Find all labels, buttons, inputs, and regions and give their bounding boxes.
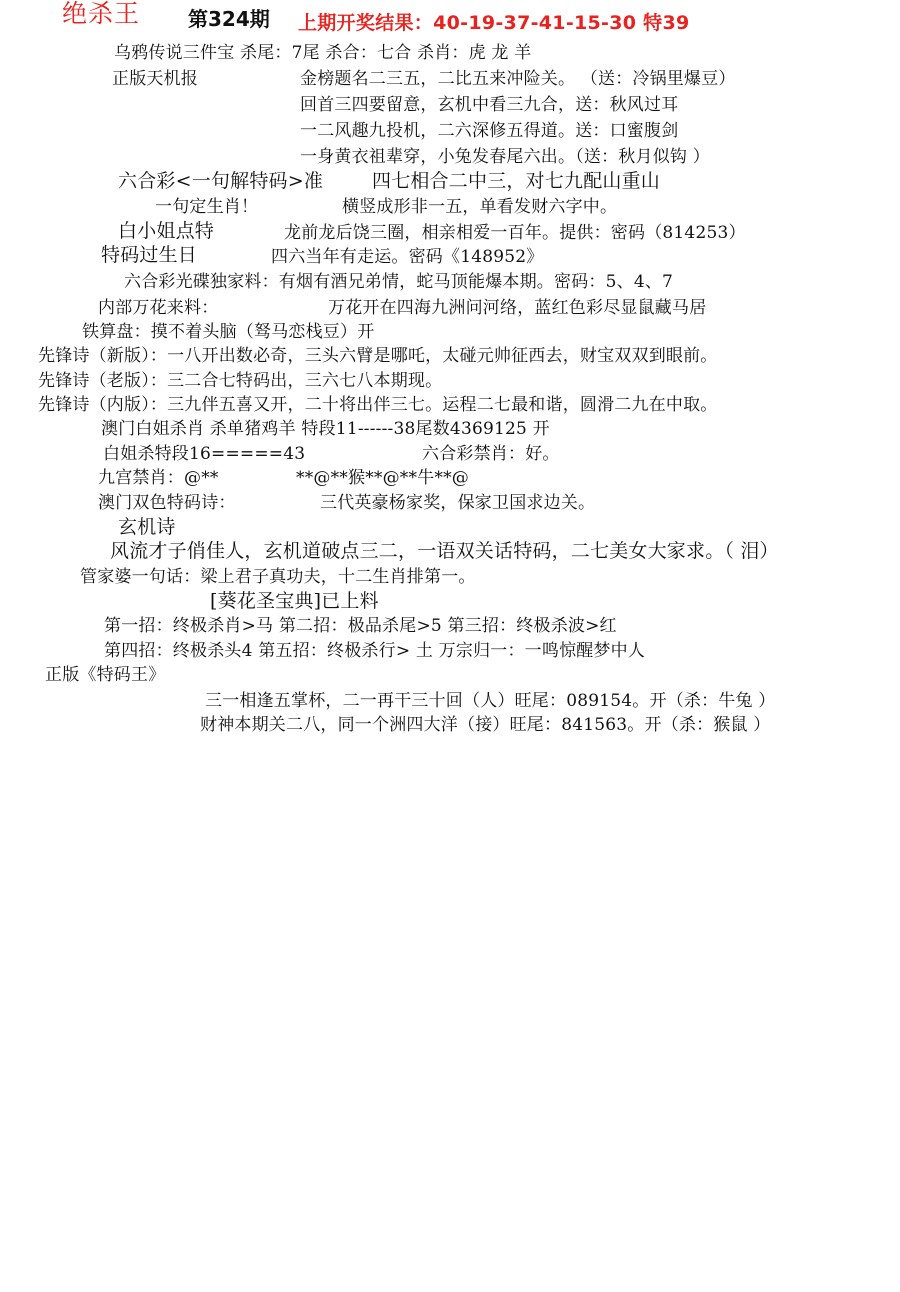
line-forbidden-zodiac: 六合彩禁肖：好。 <box>422 444 560 464</box>
line-tema-king-verse-1: 三一相逢五掌杯，二一再干三十回（人）旺尾：089154。开（杀：牛兔 ） <box>205 691 776 711</box>
line-cd-exclusive: 六合彩光碟独家料：有烟有酒兄弟情，蛇马顶能爆本期。密码：5、4、7 <box>124 272 674 292</box>
line-moves-4-5: 第四招：终极杀头4 第五招：终极杀行> 土 万宗归一：一鸣惊醒梦中人 <box>104 641 646 661</box>
line-tianji-verse-3: 一二风趣九投机，二六深修五得道。送：口蜜腹剑 <box>300 121 679 141</box>
line-tianji-verse-1: 金榜题名二三五，二比五来冲险关。 （送：冷锅里爆豆） <box>300 69 736 89</box>
line-birthday-label: 特码过生日 <box>101 244 198 266</box>
brand-title: 绝杀王 <box>62 0 141 28</box>
line-baixiaojie-text: 龙前龙后饶三圈，相亲相爱一百年。提供：密码（814253） <box>284 223 746 243</box>
line-housekeeper: 管家婆一句话：梁上君子真功夫，十二生肖排第一。 <box>80 567 476 587</box>
line-baixiaojie-label: 白小姐点特 <box>118 220 215 242</box>
line-pioneer-inner: 先锋诗（内版）：三九伴五喜又开，二十将出伴三七。运程二七最和谐，圆滑二九在中取。 <box>38 395 718 415</box>
line-tianji-verse-2: 回首三四要留意，玄机中看三九合，送：秋风过耳 <box>300 95 679 115</box>
line-wanhua-text: 万花开在四海九洲问河络，蓝红色彩尽显鼠藏马居 <box>328 298 707 318</box>
line-macau-baijie: 澳门白姐杀肖 杀单猪鸡羊 特段11------38尾数4369125 开 <box>101 419 550 439</box>
line-double-color-label: 澳门双色特码诗： <box>98 493 236 513</box>
line-one-sentence-label: 六合彩<一句解特码>准 <box>118 170 324 192</box>
line-zodiac-text: 横竖成形非一五，单看发财六字中。 <box>342 197 618 217</box>
line-zodiac-label: 一句定生肖！ <box>155 197 259 217</box>
line-birthday-text: 四六当年有走运。密码《148952》 <box>271 247 544 267</box>
line-nine-palace-label: 九宫禁肖：@** <box>98 468 219 488</box>
line-tianji-label: 正版天机报 <box>112 69 198 89</box>
line-mystery-poem-title: 玄机诗 <box>118 516 176 538</box>
line-crow-legend: 乌鸦传说三件宝 杀尾：7尾 杀合：七合 杀肖：虎 龙 羊 <box>114 43 532 63</box>
line-double-color-text: 三代英豪杨家奖，保家卫国求边关。 <box>320 493 596 513</box>
line-pioneer-new: 先锋诗（新版）：一八开出数必奇，三头六臂是哪吒，太碰元帅征西去，财宝双双到眼前。 <box>38 346 718 366</box>
line-mystery-poem-text: 风流才子俏佳人，玄机道破点三二，一语双关话特码，二七美女大家求。（ 泪） <box>110 540 779 562</box>
line-nine-palace-text: **@**猴**@**牛**@ <box>296 468 469 488</box>
line-abacus: 铁算盘：摸不着头脑（驽马恋栈豆）开 <box>82 322 375 342</box>
line-moves-1-3: 第一招：终极杀肖>马 第二招：极品杀尾>5 第三招：终极杀波>红 <box>104 616 617 636</box>
line-one-sentence-text: 四七相合二中三，对七九配山重山 <box>372 170 661 192</box>
issue-number: 第324期 <box>188 7 270 31</box>
line-wanhua-label: 内部万花来料： <box>98 298 219 318</box>
last-draw-result: 上期开奖结果：40-19-37-41-15-30 特39 <box>298 12 690 34</box>
line-pioneer-old: 先锋诗（老版）：三二合七特码出，三六七八本期现。 <box>38 371 443 391</box>
line-baijie-kill: 白姐杀特段16=====43 <box>103 444 306 464</box>
line-tema-king-label: 正版《特码王》 <box>45 665 166 685</box>
line-sunflower-title: [葵花圣宝典]已上料 <box>210 590 379 612</box>
line-tianji-verse-4: 一身黄衣祖辈穿，小兔发春尾六出。（送：秋月似钩 ） <box>300 147 710 167</box>
line-tema-king-verse-2: 财神本期关二八，同一个洲四大洋（接）旺尾：841563。开（杀：猴鼠 ） <box>200 715 771 735</box>
